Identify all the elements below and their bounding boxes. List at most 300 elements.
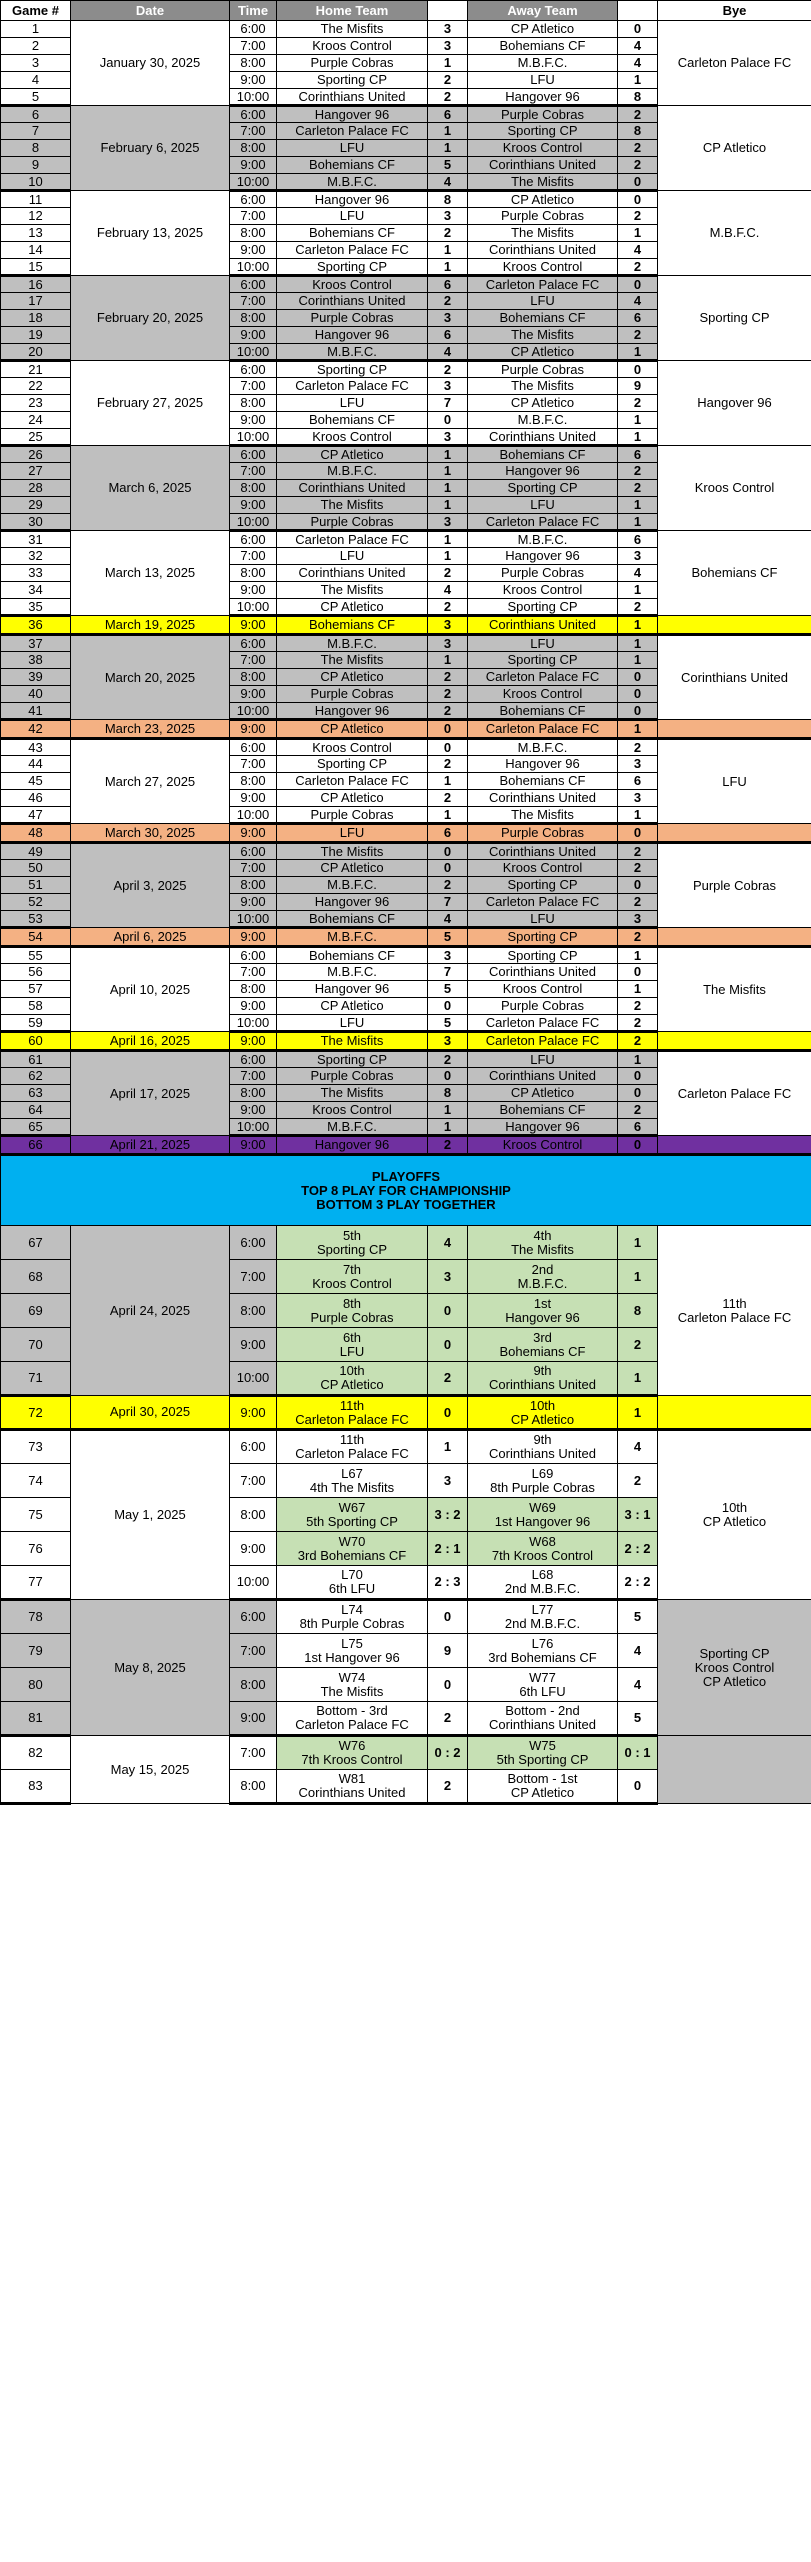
away-team[interactable]: Kroos Control xyxy=(468,860,618,877)
game-number[interactable]: 60 xyxy=(1,1032,71,1051)
away-team[interactable]: Sporting CP xyxy=(468,652,618,669)
away-score[interactable]: 2 xyxy=(618,843,658,860)
week-date[interactable]: April 17, 2025 xyxy=(71,1051,230,1136)
game-time[interactable]: 6:00 xyxy=(230,635,277,652)
away-team[interactable]: Purple Cobras xyxy=(468,998,618,1015)
away-score[interactable]: 1 xyxy=(618,1260,658,1294)
bye-team[interactable] xyxy=(658,824,811,843)
home-team[interactable]: Bohemians CF xyxy=(277,412,428,429)
home-team[interactable]: Carleton Palace FC xyxy=(277,378,428,395)
away-team[interactable]: 9th Corinthians United xyxy=(468,1362,618,1396)
away-score[interactable]: 0 xyxy=(618,1085,658,1102)
away-team[interactable]: Hangover 96 xyxy=(468,1119,618,1136)
game-number[interactable]: 24 xyxy=(1,412,71,429)
game-time[interactable]: 8:00 xyxy=(230,140,277,157)
home-team[interactable]: CP Atletico xyxy=(277,669,428,686)
home-score[interactable]: 1 xyxy=(428,259,468,276)
away-score[interactable]: 5 xyxy=(618,1702,658,1736)
game-number[interactable]: 79 xyxy=(1,1634,71,1668)
game-number[interactable]: 7 xyxy=(1,123,71,140)
game-number[interactable]: 73 xyxy=(1,1430,71,1464)
home-score[interactable]: 2 xyxy=(428,877,468,894)
home-score[interactable]: 6 xyxy=(428,106,468,123)
home-score[interactable]: 3 xyxy=(428,1260,468,1294)
away-score[interactable]: 1 xyxy=(618,635,658,652)
away-team[interactable]: The Misfits xyxy=(468,807,618,824)
home-team[interactable]: Hangover 96 xyxy=(277,703,428,720)
header-home-score[interactable] xyxy=(428,1,468,21)
game-time[interactable]: 9:00 xyxy=(230,1328,277,1362)
away-team[interactable]: The Misfits xyxy=(468,378,618,395)
away-score[interactable]: 3 xyxy=(618,911,658,928)
header-away-team[interactable]: Away Team xyxy=(468,1,618,21)
away-score[interactable]: 1 xyxy=(618,225,658,242)
bye-team[interactable] xyxy=(658,1396,811,1430)
home-score[interactable]: 0 xyxy=(428,1294,468,1328)
game-number[interactable]: 33 xyxy=(1,565,71,582)
away-score[interactable]: 8 xyxy=(618,123,658,140)
away-team[interactable]: W77 6th LFU xyxy=(468,1668,618,1702)
game-time[interactable]: 6:00 xyxy=(230,1430,277,1464)
away-team[interactable]: L76 3rd Bohemians CF xyxy=(468,1634,618,1668)
game-time[interactable]: 9:00 xyxy=(230,928,277,947)
away-score[interactable]: 2 xyxy=(618,1032,658,1051)
away-team[interactable]: Kroos Control xyxy=(468,981,618,998)
game-number[interactable]: 34 xyxy=(1,582,71,599)
home-score[interactable]: 1 xyxy=(428,548,468,565)
home-score[interactable]: 0 xyxy=(428,1068,468,1085)
away-team[interactable]: Sporting CP xyxy=(468,928,618,947)
game-number[interactable]: 45 xyxy=(1,773,71,790)
away-team[interactable]: CP Atletico xyxy=(468,191,618,208)
game-time[interactable]: 9:00 xyxy=(230,824,277,843)
away-score[interactable]: 0 xyxy=(618,686,658,703)
home-team[interactable]: Corinthians United xyxy=(277,293,428,310)
away-score[interactable]: 3 xyxy=(618,756,658,773)
home-score[interactable]: 0 xyxy=(428,1668,468,1702)
game-time[interactable]: 6:00 xyxy=(230,21,277,38)
away-team[interactable]: Hangover 96 xyxy=(468,548,618,565)
game-number[interactable]: 4 xyxy=(1,72,71,89)
game-number[interactable]: 8 xyxy=(1,140,71,157)
home-team[interactable]: 7th Kroos Control xyxy=(277,1260,428,1294)
home-score[interactable]: 1 xyxy=(428,446,468,463)
game-number[interactable]: 67 xyxy=(1,1226,71,1260)
game-number[interactable]: 37 xyxy=(1,635,71,652)
game-time[interactable]: 8:00 xyxy=(230,1668,277,1702)
game-number[interactable]: 42 xyxy=(1,720,71,739)
bye-team[interactable]: Sporting CP xyxy=(658,276,811,361)
game-number[interactable]: 40 xyxy=(1,686,71,703)
home-score[interactable]: 0 xyxy=(428,1600,468,1634)
game-number[interactable]: 30 xyxy=(1,514,71,531)
away-score[interactable]: 3 xyxy=(618,790,658,807)
game-number[interactable]: 1 xyxy=(1,21,71,38)
away-score[interactable]: 0 xyxy=(618,1068,658,1085)
away-team[interactable]: M.B.F.C. xyxy=(468,412,618,429)
away-score[interactable]: 2 xyxy=(618,395,658,412)
game-number[interactable]: 74 xyxy=(1,1464,71,1498)
away-team[interactable]: Carleton Palace FC xyxy=(468,894,618,911)
game-number[interactable]: 12 xyxy=(1,208,71,225)
away-score[interactable]: 6 xyxy=(618,1119,658,1136)
week-date[interactable]: May 1, 2025 xyxy=(71,1430,230,1600)
away-team[interactable]: Kroos Control xyxy=(468,259,618,276)
week-date[interactable]: March 6, 2025 xyxy=(71,446,230,531)
week-date[interactable]: May 15, 2025 xyxy=(71,1736,230,1804)
bye-team[interactable]: CP Atletico xyxy=(658,106,811,191)
away-score[interactable]: 1 xyxy=(618,807,658,824)
bye-team[interactable]: The Misfits xyxy=(658,947,811,1032)
home-score[interactable]: 4 xyxy=(428,174,468,191)
week-date[interactable]: May 8, 2025 xyxy=(71,1600,230,1736)
away-score[interactable]: 2 xyxy=(618,463,658,480)
away-team[interactable]: M.B.F.C. xyxy=(468,55,618,72)
home-score[interactable]: 2 xyxy=(428,89,468,106)
game-time[interactable]: 10:00 xyxy=(230,259,277,276)
away-team[interactable]: Carleton Palace FC xyxy=(468,1032,618,1051)
home-team[interactable]: L75 1st Hangover 96 xyxy=(277,1634,428,1668)
away-team[interactable]: Carleton Palace FC xyxy=(468,1015,618,1032)
away-score[interactable]: 1 xyxy=(618,616,658,635)
game-time[interactable]: 8:00 xyxy=(230,1085,277,1102)
game-date[interactable]: April 16, 2025 xyxy=(71,1032,230,1051)
home-score[interactable]: 1 xyxy=(428,531,468,548)
away-score[interactable]: 2 xyxy=(618,860,658,877)
game-number[interactable]: 71 xyxy=(1,1362,71,1396)
away-team[interactable]: Purple Cobras xyxy=(468,106,618,123)
game-number[interactable]: 5 xyxy=(1,89,71,106)
away-score[interactable]: 1 xyxy=(618,720,658,739)
home-team[interactable]: Carleton Palace FC xyxy=(277,773,428,790)
away-score[interactable]: 4 xyxy=(618,565,658,582)
home-team[interactable]: Hangover 96 xyxy=(277,894,428,911)
game-number[interactable]: 77 xyxy=(1,1566,71,1600)
away-team[interactable]: Purple Cobras xyxy=(468,361,618,378)
game-time[interactable]: 9:00 xyxy=(230,582,277,599)
home-score[interactable]: 6 xyxy=(428,824,468,843)
game-date[interactable]: April 30, 2025 xyxy=(71,1396,230,1430)
game-number[interactable]: 76 xyxy=(1,1532,71,1566)
away-team[interactable]: 9th Corinthians United xyxy=(468,1430,618,1464)
home-score[interactable]: 2 xyxy=(428,1051,468,1068)
game-time[interactable]: 8:00 xyxy=(230,395,277,412)
home-score[interactable]: 4 xyxy=(428,1226,468,1260)
home-score[interactable]: 0 xyxy=(428,412,468,429)
away-team[interactable]: Corinthians United xyxy=(468,790,618,807)
home-score[interactable]: 0 xyxy=(428,739,468,756)
away-score[interactable]: 2 xyxy=(618,208,658,225)
game-number[interactable]: 27 xyxy=(1,463,71,480)
home-team[interactable]: Bohemians CF xyxy=(277,616,428,635)
home-score[interactable]: 1 xyxy=(428,480,468,497)
game-time[interactable]: 7:00 xyxy=(230,293,277,310)
home-team[interactable]: Purple Cobras xyxy=(277,310,428,327)
home-score[interactable]: 2 xyxy=(428,1136,468,1155)
away-score[interactable]: 4 xyxy=(618,1430,658,1464)
game-number[interactable]: 64 xyxy=(1,1102,71,1119)
home-score[interactable]: 1 xyxy=(428,123,468,140)
home-score[interactable]: 0 xyxy=(428,720,468,739)
home-team[interactable]: The Misfits xyxy=(277,843,428,860)
home-score[interactable]: 9 xyxy=(428,1634,468,1668)
game-number[interactable]: 18 xyxy=(1,310,71,327)
home-score[interactable]: 3 xyxy=(428,1464,468,1498)
away-team[interactable]: CP Atletico xyxy=(468,1085,618,1102)
week-date[interactable]: February 27, 2025 xyxy=(71,361,230,446)
game-time[interactable]: 9:00 xyxy=(230,412,277,429)
game-number[interactable]: 28 xyxy=(1,480,71,497)
home-score[interactable]: 8 xyxy=(428,1085,468,1102)
week-date[interactable]: April 10, 2025 xyxy=(71,947,230,1032)
home-team[interactable]: 8th Purple Cobras xyxy=(277,1294,428,1328)
away-team[interactable]: Corinthians United xyxy=(468,1068,618,1085)
home-team[interactable]: Sporting CP xyxy=(277,259,428,276)
home-team[interactable]: 10th CP Atletico xyxy=(277,1362,428,1396)
game-number[interactable]: 35 xyxy=(1,599,71,616)
home-score[interactable]: 6 xyxy=(428,327,468,344)
away-score[interactable]: 9 xyxy=(618,378,658,395)
away-team[interactable]: L77 2nd M.B.F.C. xyxy=(468,1600,618,1634)
game-number[interactable]: 16 xyxy=(1,276,71,293)
away-score[interactable]: 0 xyxy=(618,276,658,293)
away-team[interactable]: Kroos Control xyxy=(468,140,618,157)
home-score[interactable]: 1 xyxy=(428,55,468,72)
home-score[interactable]: 3 xyxy=(428,616,468,635)
away-team[interactable]: L68 2nd M.B.F.C. xyxy=(468,1566,618,1600)
home-team[interactable]: Carleton Palace FC xyxy=(277,123,428,140)
home-score[interactable]: 0 xyxy=(428,860,468,877)
away-team[interactable]: Hangover 96 xyxy=(468,463,618,480)
away-score[interactable]: 5 xyxy=(618,1600,658,1634)
away-team[interactable]: Carleton Palace FC xyxy=(468,720,618,739)
away-team[interactable]: Bottom - 1st CP Atletico xyxy=(468,1770,618,1804)
game-number[interactable]: 38 xyxy=(1,652,71,669)
home-score[interactable]: 2 xyxy=(428,669,468,686)
bye-team[interactable]: Carleton Palace FC xyxy=(658,1051,811,1136)
home-team[interactable]: CP Atletico xyxy=(277,720,428,739)
home-team[interactable]: CP Atletico xyxy=(277,860,428,877)
home-team[interactable]: M.B.F.C. xyxy=(277,174,428,191)
home-team[interactable]: W81 Corinthians United xyxy=(277,1770,428,1804)
week-date[interactable]: January 30, 2025 xyxy=(71,21,230,106)
away-team[interactable]: Purple Cobras xyxy=(468,565,618,582)
home-score[interactable]: 2 xyxy=(428,225,468,242)
away-team[interactable]: W75 5th Sporting CP xyxy=(468,1736,618,1770)
game-time[interactable]: 7:00 xyxy=(230,38,277,55)
away-team[interactable]: Sporting CP xyxy=(468,599,618,616)
header-date[interactable]: Date xyxy=(71,1,230,21)
home-score[interactable]: 2 xyxy=(428,1362,468,1396)
away-team[interactable]: CP Atletico xyxy=(468,344,618,361)
home-team[interactable]: Hangover 96 xyxy=(277,327,428,344)
game-time[interactable]: 8:00 xyxy=(230,565,277,582)
game-date[interactable]: April 6, 2025 xyxy=(71,928,230,947)
away-score[interactable]: 4 xyxy=(618,1668,658,1702)
game-time[interactable]: 10:00 xyxy=(230,174,277,191)
away-score[interactable]: 4 xyxy=(618,1634,658,1668)
game-time[interactable]: 6:00 xyxy=(230,843,277,860)
away-team[interactable]: Corinthians United xyxy=(468,429,618,446)
home-score[interactable]: 1 xyxy=(428,1102,468,1119)
game-time[interactable]: 10:00 xyxy=(230,89,277,106)
game-time[interactable]: 6:00 xyxy=(230,1051,277,1068)
home-score[interactable]: 3 xyxy=(428,1032,468,1051)
week-date[interactable]: March 20, 2025 xyxy=(71,635,230,720)
bye-team[interactable]: Bohemians CF xyxy=(658,531,811,616)
game-number[interactable]: 10 xyxy=(1,174,71,191)
away-score[interactable]: 1 xyxy=(618,514,658,531)
home-team[interactable]: M.B.F.C. xyxy=(277,877,428,894)
away-score[interactable]: 0 xyxy=(618,1770,658,1804)
away-team[interactable]: Bottom - 2nd Corinthians United xyxy=(468,1702,618,1736)
game-time[interactable]: 7:00 xyxy=(230,1068,277,1085)
home-score[interactable]: 1 xyxy=(428,652,468,669)
away-team[interactable]: Hangover 96 xyxy=(468,89,618,106)
home-score[interactable]: 4 xyxy=(428,344,468,361)
header-time[interactable]: Time xyxy=(230,1,277,21)
home-score[interactable]: 8 xyxy=(428,191,468,208)
away-score[interactable]: 1 xyxy=(618,1362,658,1396)
home-score[interactable]: 5 xyxy=(428,157,468,174)
home-team[interactable]: The Misfits xyxy=(277,652,428,669)
away-score[interactable]: 1 xyxy=(618,344,658,361)
away-score[interactable]: 4 xyxy=(618,38,658,55)
home-team[interactable]: Corinthians United xyxy=(277,89,428,106)
away-score[interactable]: 2 xyxy=(618,480,658,497)
game-number[interactable]: 21 xyxy=(1,361,71,378)
game-number[interactable]: 29 xyxy=(1,497,71,514)
home-team[interactable]: Carleton Palace FC xyxy=(277,531,428,548)
home-score[interactable]: 5 xyxy=(428,981,468,998)
away-team[interactable]: Bohemians CF xyxy=(468,310,618,327)
game-time[interactable]: 6:00 xyxy=(230,361,277,378)
home-score[interactable]: 7 xyxy=(428,894,468,911)
game-number[interactable]: 59 xyxy=(1,1015,71,1032)
game-number[interactable]: 41 xyxy=(1,703,71,720)
home-team[interactable]: 11th Carleton Palace FC xyxy=(277,1430,428,1464)
home-team[interactable]: LFU xyxy=(277,208,428,225)
away-team[interactable]: Corinthians United xyxy=(468,843,618,860)
game-time[interactable]: 8:00 xyxy=(230,1294,277,1328)
home-team[interactable]: W70 3rd Bohemians CF xyxy=(277,1532,428,1566)
home-score[interactable]: 3 xyxy=(428,514,468,531)
game-time[interactable]: 8:00 xyxy=(230,55,277,72)
away-team[interactable]: 3rd Bohemians CF xyxy=(468,1328,618,1362)
away-score[interactable]: 1 xyxy=(618,1051,658,1068)
game-time[interactable]: 10:00 xyxy=(230,1119,277,1136)
game-time[interactable]: 10:00 xyxy=(230,1566,277,1600)
game-time[interactable]: 10:00 xyxy=(230,703,277,720)
game-number[interactable]: 43 xyxy=(1,739,71,756)
game-time[interactable]: 9:00 xyxy=(230,242,277,259)
home-team[interactable]: The Misfits xyxy=(277,1032,428,1051)
home-team[interactable]: LFU xyxy=(277,824,428,843)
home-team[interactable]: Corinthians United xyxy=(277,480,428,497)
bye-team[interactable] xyxy=(658,928,811,947)
home-team[interactable]: CP Atletico xyxy=(277,790,428,807)
away-team[interactable]: Bohemians CF xyxy=(468,446,618,463)
game-time[interactable]: 7:00 xyxy=(230,378,277,395)
away-score[interactable]: 4 xyxy=(618,293,658,310)
home-score[interactable]: 1 xyxy=(428,807,468,824)
game-time[interactable]: 7:00 xyxy=(230,756,277,773)
away-team[interactable]: The Misfits xyxy=(468,225,618,242)
home-team[interactable]: Sporting CP xyxy=(277,72,428,89)
away-score[interactable]: 0 xyxy=(618,361,658,378)
home-team[interactable]: Kroos Control xyxy=(277,276,428,293)
home-team[interactable]: Carleton Palace FC xyxy=(277,242,428,259)
home-team[interactable]: Purple Cobras xyxy=(277,55,428,72)
home-team[interactable]: LFU xyxy=(277,548,428,565)
game-time[interactable]: 8:00 xyxy=(230,225,277,242)
game-time[interactable]: 10:00 xyxy=(230,599,277,616)
away-score[interactable]: 2 : 2 xyxy=(618,1566,658,1600)
game-number[interactable]: 13 xyxy=(1,225,71,242)
game-time[interactable]: 8:00 xyxy=(230,1498,277,1532)
game-number[interactable]: 20 xyxy=(1,344,71,361)
home-score[interactable]: 2 xyxy=(428,703,468,720)
game-time[interactable]: 9:00 xyxy=(230,1702,277,1736)
away-team[interactable]: W69 1st Hangover 96 xyxy=(468,1498,618,1532)
game-time[interactable]: 8:00 xyxy=(230,480,277,497)
home-score[interactable]: 3 xyxy=(428,21,468,38)
header-away-score[interactable] xyxy=(618,1,658,21)
game-number[interactable]: 52 xyxy=(1,894,71,911)
home-team[interactable]: Sporting CP xyxy=(277,361,428,378)
game-time[interactable]: 9:00 xyxy=(230,72,277,89)
bye-team[interactable] xyxy=(658,1736,811,1804)
away-score[interactable]: 2 xyxy=(618,739,658,756)
home-team[interactable]: Hangover 96 xyxy=(277,191,428,208)
bye-team[interactable]: M.B.F.C. xyxy=(658,191,811,276)
game-number[interactable]: 68 xyxy=(1,1260,71,1294)
game-number[interactable]: 25 xyxy=(1,429,71,446)
away-score[interactable]: 6 xyxy=(618,773,658,790)
game-number[interactable]: 49 xyxy=(1,843,71,860)
game-number[interactable]: 3 xyxy=(1,55,71,72)
away-team[interactable]: 2nd M.B.F.C. xyxy=(468,1260,618,1294)
home-score[interactable]: 2 : 3 xyxy=(428,1566,468,1600)
home-score[interactable]: 2 xyxy=(428,756,468,773)
home-score[interactable]: 3 xyxy=(428,378,468,395)
game-number[interactable]: 17 xyxy=(1,293,71,310)
home-team[interactable]: Purple Cobras xyxy=(277,807,428,824)
game-number[interactable]: 36 xyxy=(1,616,71,635)
bye-team[interactable]: Carleton Palace FC xyxy=(658,21,811,106)
away-score[interactable]: 1 xyxy=(618,981,658,998)
game-number[interactable]: 48 xyxy=(1,824,71,843)
game-time[interactable]: 6:00 xyxy=(230,1226,277,1260)
home-score[interactable]: 1 xyxy=(428,140,468,157)
home-team[interactable]: M.B.F.C. xyxy=(277,1119,428,1136)
away-score[interactable]: 2 xyxy=(618,894,658,911)
away-score[interactable]: 2 xyxy=(618,140,658,157)
away-score[interactable]: 3 : 1 xyxy=(618,1498,658,1532)
away-team[interactable]: L69 8th Purple Cobras xyxy=(468,1464,618,1498)
bye-team[interactable]: Kroos Control xyxy=(658,446,811,531)
away-score[interactable]: 4 xyxy=(618,242,658,259)
home-score[interactable]: 4 xyxy=(428,582,468,599)
week-date[interactable]: March 27, 2025 xyxy=(71,739,230,824)
away-score[interactable]: 2 xyxy=(618,1464,658,1498)
home-team[interactable]: M.B.F.C. xyxy=(277,463,428,480)
game-time[interactable]: 6:00 xyxy=(230,276,277,293)
game-number[interactable]: 11 xyxy=(1,191,71,208)
week-date[interactable]: February 13, 2025 xyxy=(71,191,230,276)
home-team[interactable]: Kroos Control xyxy=(277,739,428,756)
game-number[interactable]: 14 xyxy=(1,242,71,259)
